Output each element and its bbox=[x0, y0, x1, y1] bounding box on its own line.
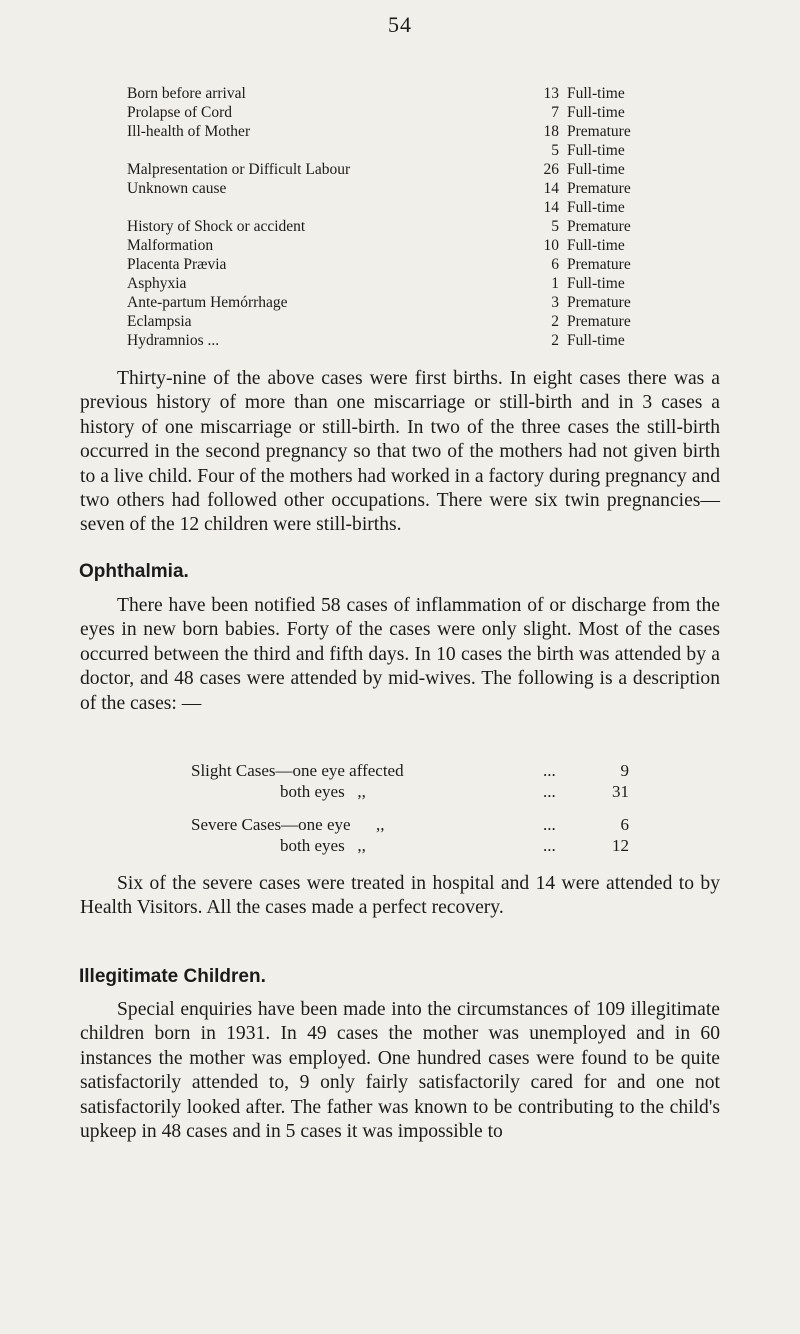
case-label: both eyes ,, bbox=[280, 782, 366, 801]
cause-label: Eclampsia bbox=[127, 313, 192, 330]
heading-illegitimate: Illegitimate Children. bbox=[79, 966, 266, 987]
case-count: 9 bbox=[620, 761, 629, 780]
cause-term: Premature bbox=[567, 294, 631, 311]
cause-term: Full-time bbox=[567, 199, 625, 216]
paragraph-ophthalmia: There have been notified 58 cases of inflammation of or discharge from the eyes in new born babies. Forty of the cases were only slight. Most of the cases occurred between the third and fifth days. In 10 cases the birth was attended by a doctor, and 48 cases were attended by mid-wives. The following is a description of the cases: — bbox=[80, 595, 720, 714]
cause-label: History of Shock or accident bbox=[127, 218, 306, 235]
cause-term: Full-time bbox=[567, 332, 625, 349]
leader-dots: ... bbox=[543, 815, 556, 834]
cause-count: 14 bbox=[543, 180, 559, 197]
cause-label: Asphyxia bbox=[127, 275, 187, 292]
cause-term: Premature bbox=[567, 123, 631, 140]
cause-label: Born before arrival bbox=[127, 85, 246, 102]
cause-count: 14 bbox=[543, 199, 559, 216]
cause-count: 6 bbox=[551, 256, 559, 273]
cause-label: Placenta Prævia bbox=[127, 256, 227, 273]
cause-term: Full-time bbox=[567, 237, 625, 254]
cause-label: Prolapse of Cord bbox=[127, 104, 233, 121]
cause-term: Premature bbox=[567, 256, 631, 273]
leader-dots: ... bbox=[543, 782, 556, 801]
cause-term: Full-time bbox=[567, 104, 625, 121]
cause-label: Unknown cause bbox=[127, 180, 227, 197]
cause-count: 18 bbox=[543, 123, 559, 140]
cause-count: 2 bbox=[551, 332, 559, 349]
paragraph-severe: Six of the severe cases were treated in hospital and 14 were attended to by Health Visitors. All the cases made a perfect recovery. bbox=[80, 873, 720, 919]
cause-term: Premature bbox=[567, 313, 631, 330]
paragraph-first-births: Thirty-nine of the above cases were first births. In eight cases there was a previous history of more than one miscarriage or still-birth and in 3 cases a history of one miscarriage or still-birth. In two of the three cases the still-birth occurred in the second pregnancy so that two of the mothers had not given birth to a live child. Four of the mothers had worked in a factory during pregnancy and two others had followed other occupations. There were six twin pregnancies—seven of the 12 children were still-births. bbox=[80, 368, 720, 536]
leader-dots: ... bbox=[543, 761, 556, 780]
cause-term: Full-time bbox=[567, 275, 625, 292]
cause-term: Full-time bbox=[567, 85, 625, 102]
cause-label: Malpresentation or Difficult Labour bbox=[127, 161, 351, 178]
cause-count: 10 bbox=[543, 237, 559, 254]
cause-count: 7 bbox=[551, 104, 559, 121]
cause-count: 5 bbox=[551, 142, 559, 159]
cause-label: Ante-partum Hemórrhage bbox=[127, 294, 288, 311]
cause-count: 1 bbox=[551, 275, 559, 292]
heading-ophthalmia: Ophthalmia. bbox=[79, 561, 189, 582]
page-number: 54 bbox=[388, 12, 412, 37]
paragraph-illegitimate: Special enquiries have been made into the circumstances of 109 illegitimate children born in 1931. In 49 cases the mother was unemployed and in 60 instances the mother was employed. One hundred cases were found to be quite satisfactorily attended to, 9 only fairly satisfactorily cared for and one not satisfactorily looked after. The father was known to be contributing to the child's upkeep in 48 cases and in 5 cases it was impossible to bbox=[80, 999, 720, 1143]
cause-label: Hydramnios ... bbox=[127, 332, 220, 349]
cause-count: 26 bbox=[543, 161, 559, 178]
cause-term: Premature bbox=[567, 218, 631, 235]
case-label: both eyes ,, bbox=[280, 836, 366, 855]
cause-label: Malformation bbox=[127, 237, 214, 254]
cause-count: 3 bbox=[551, 294, 559, 311]
cause-count: 5 bbox=[551, 218, 559, 235]
cause-term: Premature bbox=[567, 180, 631, 197]
cause-count: 2 bbox=[551, 313, 559, 330]
case-count: 12 bbox=[612, 836, 629, 855]
case-label: Severe Cases—one eye ,, bbox=[191, 815, 385, 834]
cause-count: 13 bbox=[543, 85, 559, 102]
cause-label: Ill-health of Mother bbox=[127, 123, 251, 140]
cause-term: Full-time bbox=[567, 142, 625, 159]
cause-term: Full-time bbox=[567, 161, 625, 178]
case-count: 6 bbox=[620, 815, 629, 834]
case-count: 31 bbox=[612, 782, 629, 801]
case-label: Slight Cases—one eye affected bbox=[191, 761, 404, 780]
leader-dots: ... bbox=[543, 836, 556, 855]
